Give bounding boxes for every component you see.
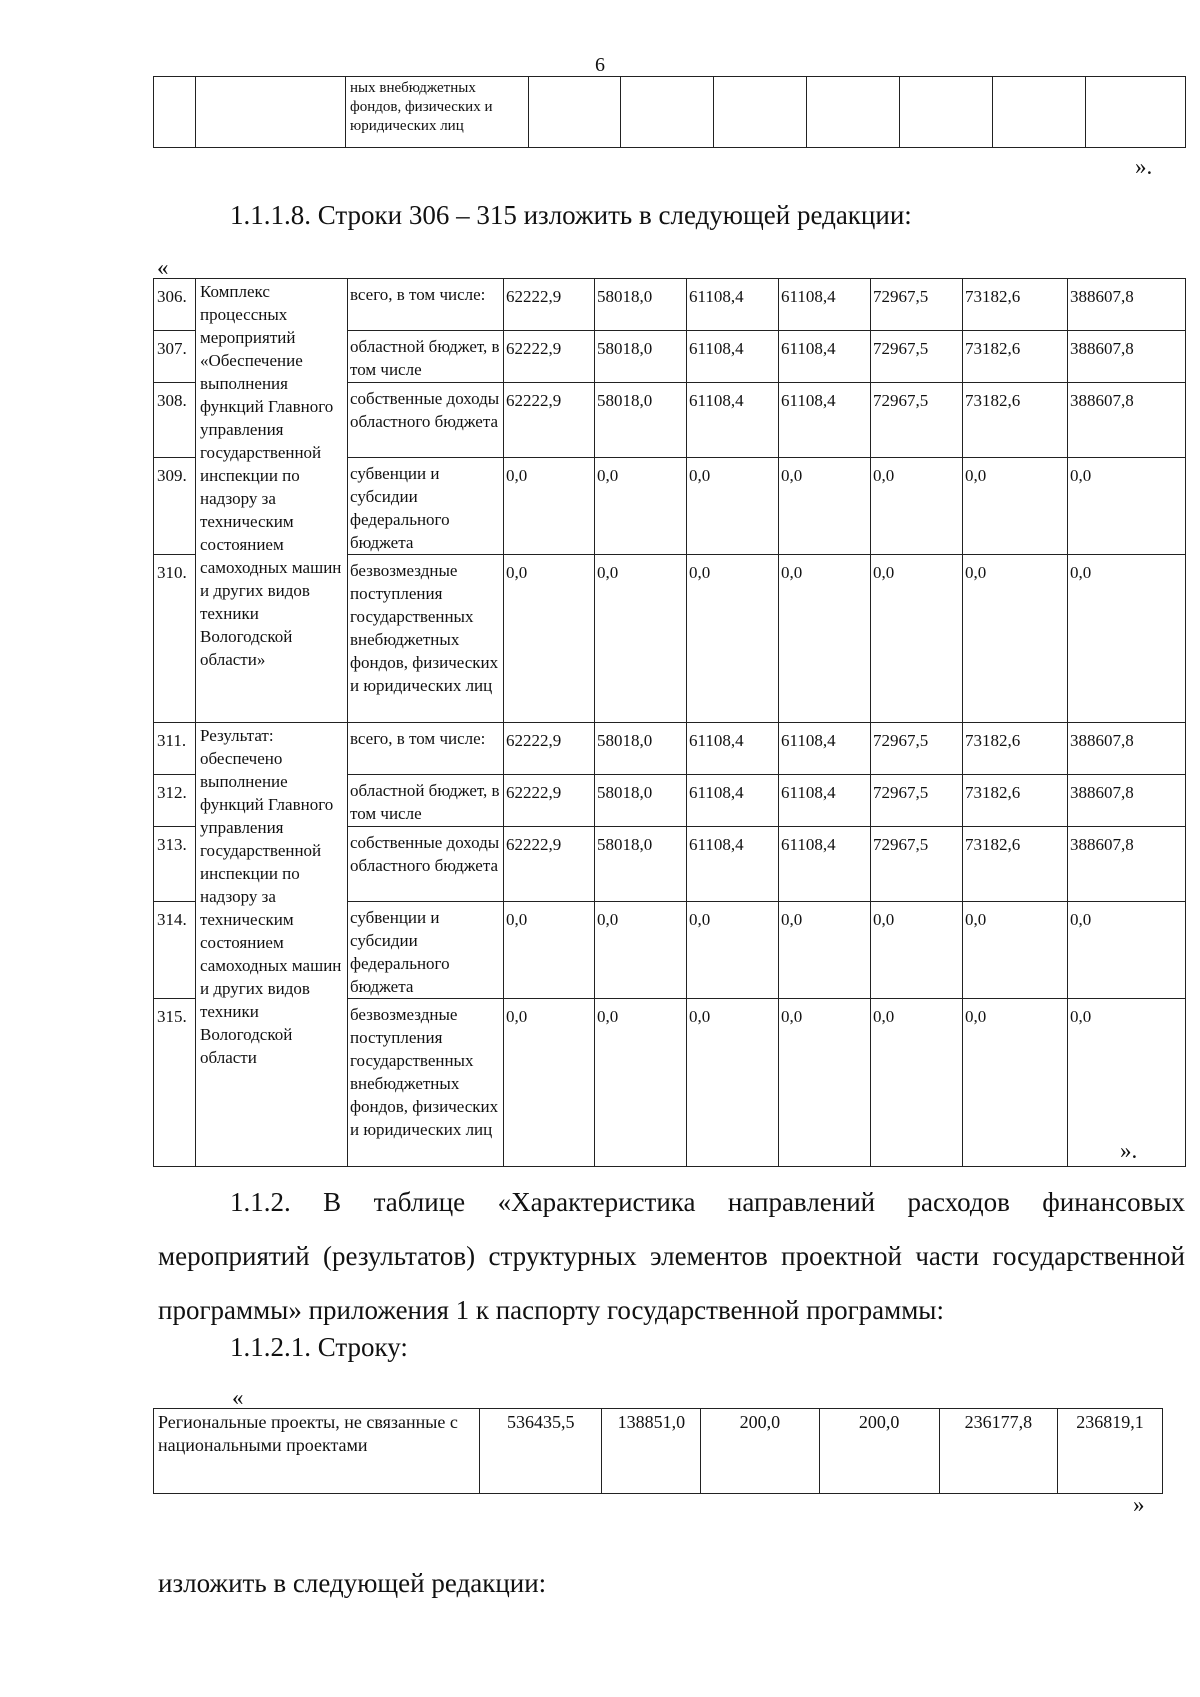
value-cell: 0,0: [687, 555, 779, 723]
empty-cell: [1086, 77, 1186, 148]
funding-source: собственные доходы областного бюджета: [348, 383, 504, 458]
fragment-cell: ных внебюджетных фондов, физических и юридических лиц: [346, 77, 529, 148]
value-cell: 61108,4: [779, 383, 871, 458]
empty-cell: [529, 77, 621, 148]
value-cell: 0,0: [963, 555, 1068, 723]
value-cell: 388607,8: [1068, 279, 1186, 331]
final-text: изложить в следующей редакции:: [158, 1568, 547, 1598]
value-cell: 61108,4: [687, 775, 779, 827]
table-row: [154, 279, 1186, 331]
row-label: Региональные проекты, не связанные с национальными проектами: [154, 1409, 480, 1494]
value-cell: 0,0: [504, 555, 595, 723]
funding-source: субвенции и субсидии федерального бюджета: [348, 902, 504, 999]
value-cell: 0,0: [504, 999, 595, 1167]
empty-cell: [196, 77, 346, 148]
empty-cell: [900, 77, 993, 148]
value-cell: 73182,6: [963, 383, 1068, 458]
empty-cell: [154, 77, 196, 148]
value-cell: 0,0: [779, 999, 871, 1167]
value-cell: 72967,5: [871, 723, 963, 775]
value-cell: 0,0: [595, 555, 687, 723]
funding-source: всего, в том числе:: [348, 723, 504, 775]
value-cell: 72967,5: [871, 383, 963, 458]
value-cell: 61108,4: [687, 331, 779, 383]
empty-cell: [993, 77, 1086, 148]
continuation-table: [153, 76, 1186, 148]
empty-cell: [714, 77, 807, 148]
value-cell: 58018,0: [595, 723, 687, 775]
value-cell: 72967,5: [871, 775, 963, 827]
value-cell: 0,0: [504, 902, 595, 999]
value-cell: 61108,4: [779, 723, 871, 775]
value-cell: 62222,9: [504, 383, 595, 458]
value-cell: 0,0: [687, 902, 779, 999]
value-cell: 58018,0: [595, 279, 687, 331]
close-quote: ».: [1120, 1138, 1138, 1163]
value-cell: 58018,0: [595, 383, 687, 458]
value-cell: 62222,9: [504, 279, 595, 331]
value-cell: 0,0: [1068, 902, 1186, 999]
row-number: 313.: [154, 827, 196, 902]
value-cell: 0,0: [871, 458, 963, 555]
value-cell: 73182,6: [963, 279, 1068, 331]
page-number: 6: [595, 54, 605, 76]
value-cell: 388607,8: [1068, 331, 1186, 383]
open-quote: «: [157, 255, 169, 280]
row-number: 311.: [154, 723, 196, 775]
funding-source: всего, в том числе:: [348, 279, 504, 331]
close-quote: ».: [1135, 154, 1153, 179]
section-heading-1-1-2-1: 1.1.2.1. Строку:: [230, 1332, 408, 1362]
value-cell: 73182,6: [963, 775, 1068, 827]
value-cell: 72967,5: [871, 827, 963, 902]
value-cell: 72967,5: [871, 331, 963, 383]
value-cell: 61108,4: [687, 723, 779, 775]
value-cell: 0,0: [687, 999, 779, 1167]
value-cell: 388607,8: [1068, 827, 1186, 902]
value-cell: 138851,0: [602, 1409, 701, 1494]
value-cell: 61108,4: [687, 279, 779, 331]
value-cell: 0,0: [595, 902, 687, 999]
value-cell: 0,0: [871, 999, 963, 1167]
value-cell: 388607,8: [1068, 723, 1186, 775]
value-cell: 62222,9: [504, 331, 595, 383]
value-cell: 0,0: [1068, 555, 1186, 723]
section-heading-1-1-1-8: 1.1.1.8. Строки 306 – 315 изложить в следующей редакции:: [230, 200, 912, 230]
value-cell: 0,0: [595, 999, 687, 1167]
value-cell: 0,0: [779, 902, 871, 999]
funding-source: областной бюджет, в том числе: [348, 331, 504, 383]
funding-source: безвозмездные поступления государственных внебюджетных фондов, физических и юридических лиц: [348, 999, 504, 1167]
funding-source: безвозмездные поступления государственных внебюджетных фондов, физических и юридических лиц: [348, 555, 504, 723]
value-cell: 388607,8: [1068, 383, 1186, 458]
value-cell: 0,0: [963, 458, 1068, 555]
value-cell: 58018,0: [595, 331, 687, 383]
result-description: Результат: обеспечено выполнение функций Главного управления государственной инспекции по надзору за техническим состоянием самоходных машин и других видов техники Вологодской области: [196, 723, 348, 1167]
funding-source: субвенции и субсидии федерального бюджета: [348, 458, 504, 555]
value-cell: 73182,6: [963, 827, 1068, 902]
value-cell: 62222,9: [504, 723, 595, 775]
value-cell: 0,0: [687, 458, 779, 555]
row-number: 314.: [154, 902, 196, 999]
value-cell: 0,0: [779, 555, 871, 723]
value-cell: 61108,4: [779, 775, 871, 827]
empty-cell: [807, 77, 900, 148]
value-cell: 236177,8: [939, 1409, 1057, 1494]
regional-projects-table: [153, 1408, 1163, 1494]
value-cell: 200,0: [819, 1409, 939, 1494]
row-number: 308.: [154, 383, 196, 458]
table-row: [154, 723, 1186, 775]
open-quote: «: [232, 1385, 244, 1410]
value-cell: 72967,5: [871, 279, 963, 331]
paragraph-1-1-2: 1.1.2. В таблице «Характеристика направлений расходов финансовых мероприятий (результатов) структурных элементов проектной части государственной программы» приложения 1 к паспорту государственной программы:: [158, 1187, 1185, 1325]
value-cell: 536435,5: [480, 1409, 602, 1494]
value-cell: 61108,4: [687, 827, 779, 902]
value-cell: 0,0: [963, 902, 1068, 999]
empty-cell: [621, 77, 714, 148]
value-cell: 62222,9: [504, 775, 595, 827]
value-cell: 0,0: [1068, 458, 1186, 555]
value-cell: 73182,6: [963, 723, 1068, 775]
value-cell: 61108,4: [779, 331, 871, 383]
value-cell: 58018,0: [595, 827, 687, 902]
value-cell: 0,0: [963, 999, 1068, 1167]
row-number: 309.: [154, 458, 196, 555]
value-cell: 61108,4: [779, 279, 871, 331]
row-number: 312.: [154, 775, 196, 827]
value-cell: 73182,6: [963, 331, 1068, 383]
value-cell: 0,0: [871, 902, 963, 999]
value-cell: 0,0: [1068, 999, 1186, 1167]
funding-source: собственные доходы областного бюджета: [348, 827, 504, 902]
value-cell: 0,0: [779, 458, 871, 555]
value-cell: 0,0: [871, 555, 963, 723]
financing-table: [153, 278, 1186, 1167]
value-cell: 0,0: [504, 458, 595, 555]
row-number: 310.: [154, 555, 196, 723]
value-cell: 62222,9: [504, 827, 595, 902]
row-number: 307.: [154, 331, 196, 383]
value-cell: 0,0: [595, 458, 687, 555]
value-cell: 61108,4: [779, 827, 871, 902]
value-cell: 58018,0: [595, 775, 687, 827]
value-cell: 388607,8: [1068, 775, 1186, 827]
row-number: 306.: [154, 279, 196, 331]
value-cell: 200,0: [701, 1409, 819, 1494]
value-cell: 61108,4: [687, 383, 779, 458]
value-cell: 236819,1: [1057, 1409, 1162, 1494]
row-number: 315.: [154, 999, 196, 1167]
close-quote: »: [1133, 1492, 1145, 1517]
funding-source: областной бюджет, в том числе: [348, 775, 504, 827]
activity-description: Комплекс процессных мероприятий «Обеспечение выполнения функций Главного управления государственной инспекции по надзору за техническим состоянием самоходных машин и других видов техники Вологодской области»: [196, 279, 348, 723]
